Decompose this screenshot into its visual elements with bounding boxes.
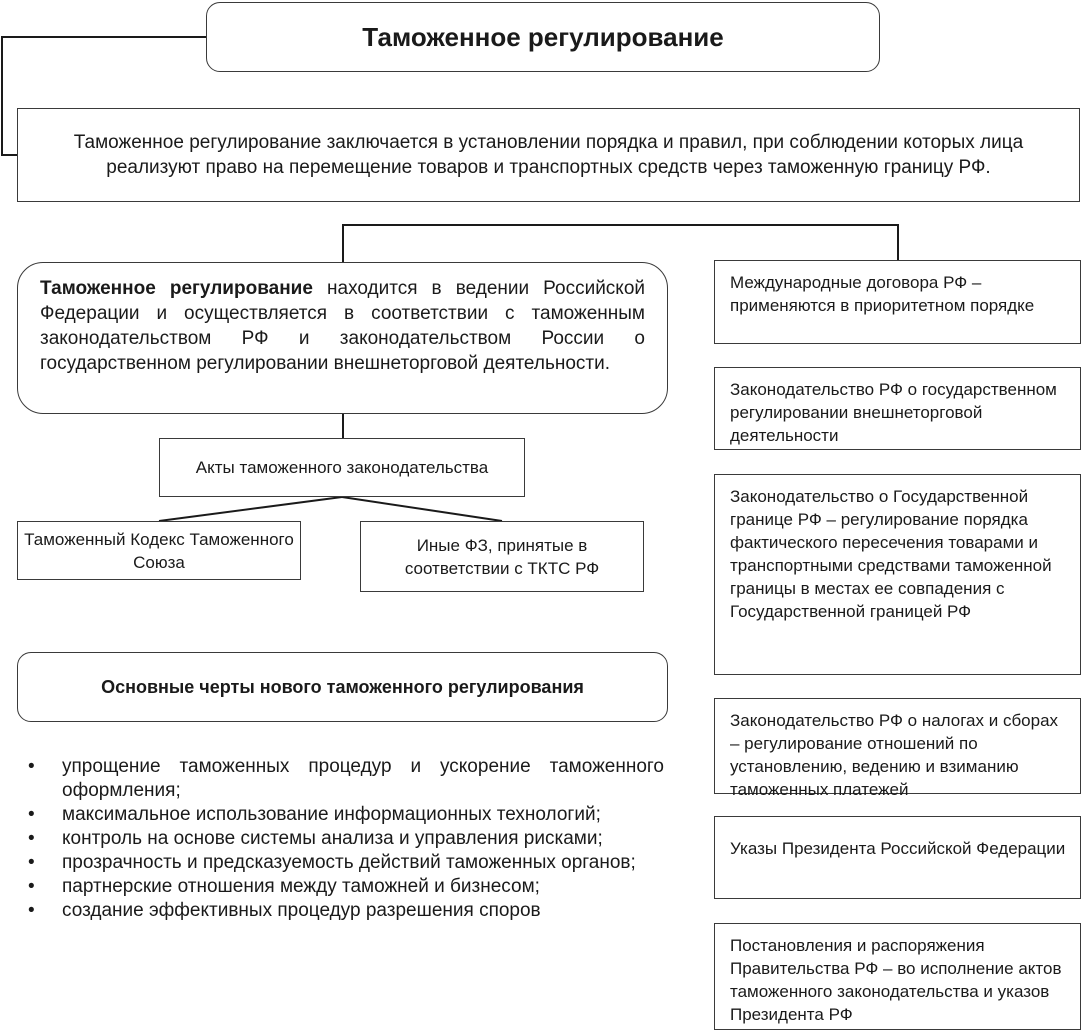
feature-text: упрощение таможенных процедур и ускорение таможенного оформления; [62,756,664,801]
bullet-icon: • [28,828,35,849]
feature-text: партнерские отношения между таможней и бизнесом; [62,876,540,897]
source-foreign-trade-law [714,367,1081,450]
source-tax-law [714,698,1081,799]
source-presidential-decrees [714,816,1081,899]
bullet-icon: • [28,852,35,873]
source-text: Указы Президента Российской Федерации [730,839,1066,858]
feature-text: прозрачность и предсказуемость действий таможенных органов; [62,852,636,873]
source-state-border-law [714,474,1081,675]
bullet-icon: • [28,804,35,825]
connector-acts-other-fz [342,497,502,521]
definition-box [17,108,1080,202]
list-item [28,827,664,851]
source-text: Законодательство РФ о налогах и сборах – регулирование отношений по установлению, ведению и взиманию таможенных платежей [730,711,1059,799]
connector-regulation-sources [343,225,898,262]
source-text: Международные договора РФ – применяются в приоритетном порядке [730,273,1035,315]
source-international-treaties [714,260,1081,344]
feature-text: создание эффективных процедур разрешения споров [62,900,541,921]
features-title: Основные черты нового таможенного регулирования [101,676,584,697]
bullet-icon: • [28,756,35,777]
feature-text: контроль на основе системы анализа и управления рисками; [62,828,603,849]
connector-acts-tkts [159,497,342,521]
source-text: Законодательство о Государственной границе РФ – регулирование порядка фактического пересечения товарами и транспортными средствами таможенной границы в местах ее совпадения с Государственной границей РФ [730,487,1052,621]
title-box [206,2,880,72]
definition-text: Таможенное регулирование заключается в установлении порядка и правил, при соблюдении которых лица реализуют право на перемещение товаров и транспортных средств через таможенную границу РФ. [73,132,1024,178]
tkts-text: Таможенный Кодекс Таможенного Союза [24,529,294,572]
features-list [28,755,664,923]
list-item [28,899,664,923]
acts-box [159,438,525,497]
regulation-box [17,262,668,414]
bullet-icon: • [28,900,35,921]
tkts-box [17,521,301,580]
list-item [28,803,664,827]
list-item [28,851,664,875]
feature-text: максимальное использование информационных технологий; [62,804,601,825]
list-item [28,875,664,899]
features-title-box [17,652,668,722]
regulation-text: находится в ведении Российской Федерации и осуществляется в соответствии с таможенным законодательством РФ и законодательством России о государственном регулировании внешнеторговой деятельности. [40,278,646,374]
source-text: Законодательство РФ о государственном регулировании внешнеторговой деятельности [730,380,1057,445]
bullet-icon: • [28,876,35,897]
diagram-title: Таможенное регулирование [362,21,724,52]
source-text: Постановления и распоряжения Правительства РФ – во исполнение актов таможенного законодательства и указов Президента РФ [730,936,1062,1024]
list-item [28,755,664,803]
other-fz-box [360,521,644,592]
regulation-bold-text: Таможенное регулирование [40,278,313,299]
other-fz-text: Иные ФЗ, принятые в соответствии с ТКТС РФ [404,535,600,578]
acts-text: Акты таможенного законодательства [195,457,489,477]
source-government-resolutions [714,923,1081,1030]
